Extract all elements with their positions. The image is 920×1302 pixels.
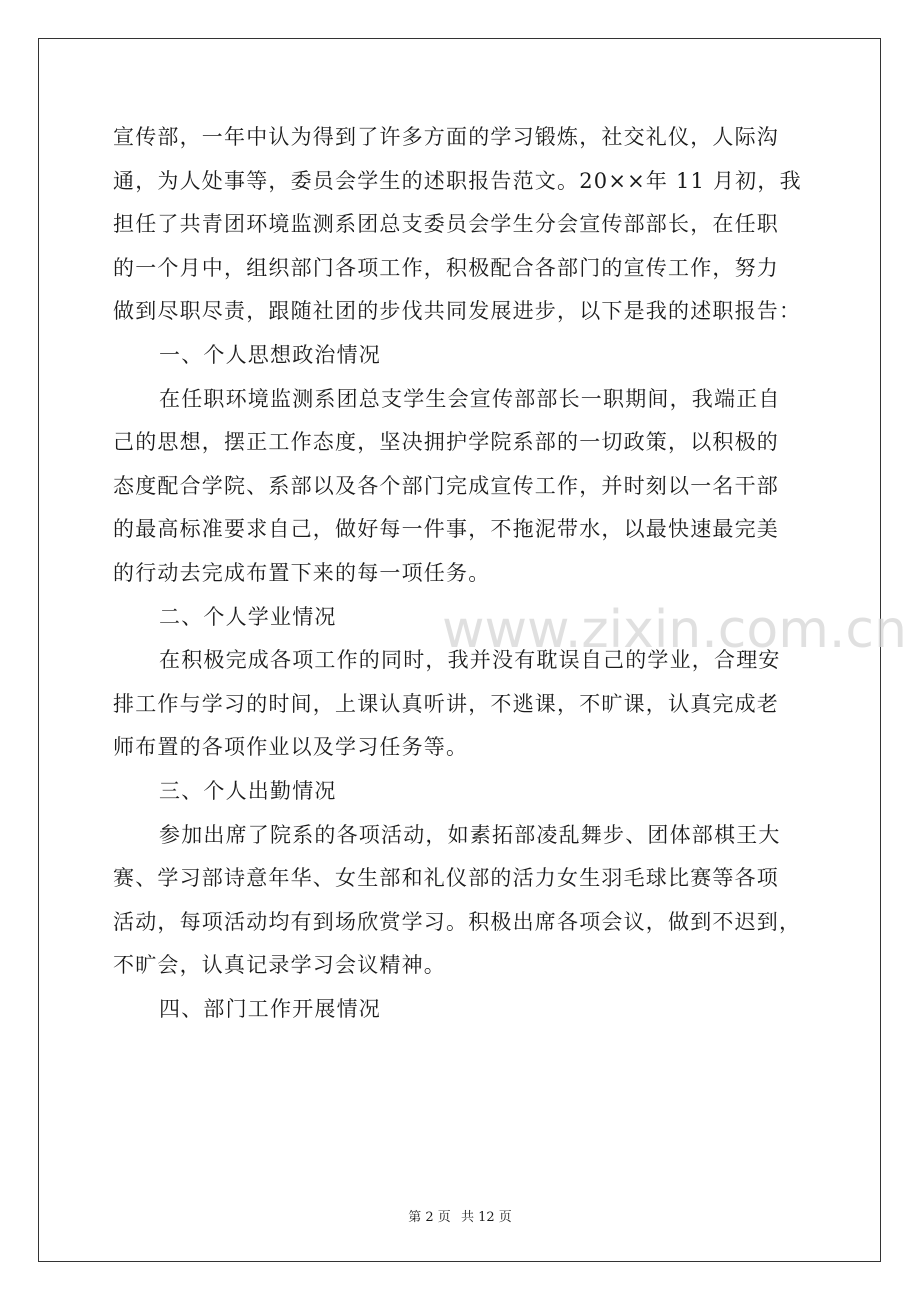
paragraph-line: 排工作与学习的时间，上课认真听讲，不逃课，不旷课，认真完成老 (113, 691, 779, 716)
paragraph-line: 己的思想，摆正工作态度，坚决拥护学院系部的一切政策，以积极的 (113, 430, 779, 455)
page-total: 共 12 页 (460, 1210, 512, 1225)
document-body (113, 116, 825, 1031)
paragraph-line: 宣传部，一年中认为得到了许多方面的学习锻炼，社交礼仪，人际沟 (113, 125, 779, 149)
paragraph-line: 参加出席了院系的各项活动，如素拓部凌乱舞步、团体部棋王大 (159, 822, 781, 847)
paragraph-line: 做到尽职尽责，跟随社团的步伐共同发展进步，以下是我的述职报告： (113, 299, 802, 324)
paragraph-line: 态度配合学院、系部以及各个部门完成宣传工作，并时刻以一名干部 (113, 473, 779, 498)
page-footer (0, 1206, 920, 1225)
section-heading: 一、个人思想政治情况 (159, 342, 381, 367)
section-heading: 三、个人出勤情况 (159, 778, 337, 803)
watermark: www.zixin.com.cn (442, 600, 907, 660)
paragraph-line: 活动，每项活动均有到场欣赏学习。积极出席各项会议，做到不迟到， (113, 909, 802, 934)
paragraph-line: 不旷会，认真记录学习会议精神。 (113, 953, 446, 978)
section-heading: 二、个人学业情况 (159, 604, 337, 629)
paragraph-line: 的一个月中，组织部门各项工作，积极配合各部门的宣传工作，努力 (113, 255, 779, 280)
paragraph-line: 通，为人处事等，委员会学生的述职报告范文。20××年 11 月初，我 (113, 168, 802, 193)
paragraph-line: 担任了共青团环境监测系团总支委员会学生分会宣传部部长，在任职 (113, 212, 779, 237)
paragraph-line: 在任职环境监测系团总支学生会宣传部部长一职期间，我端正自 (159, 386, 781, 411)
paragraph-line: 的行动去完成布置下来的每一项任务。 (113, 560, 491, 585)
paragraph-line: 师布置的各项作业以及学习任务等。 (113, 735, 469, 760)
paragraph-line: 的最高标准要求自己，做好每一件事，不拖泥带水，以最快速最完美 (113, 517, 779, 542)
paragraph-line: 在积极完成各项工作的同时，我并没有耽误自己的学业，合理安 (159, 648, 781, 673)
page-number: 第 2 页 (408, 1210, 451, 1225)
paragraph-line: 赛、学习部诗意年华、女生部和礼仪部的活力女生羽毛球比赛等各项 (113, 866, 779, 891)
section-heading: 四、部门工作开展情况 (159, 996, 381, 1021)
